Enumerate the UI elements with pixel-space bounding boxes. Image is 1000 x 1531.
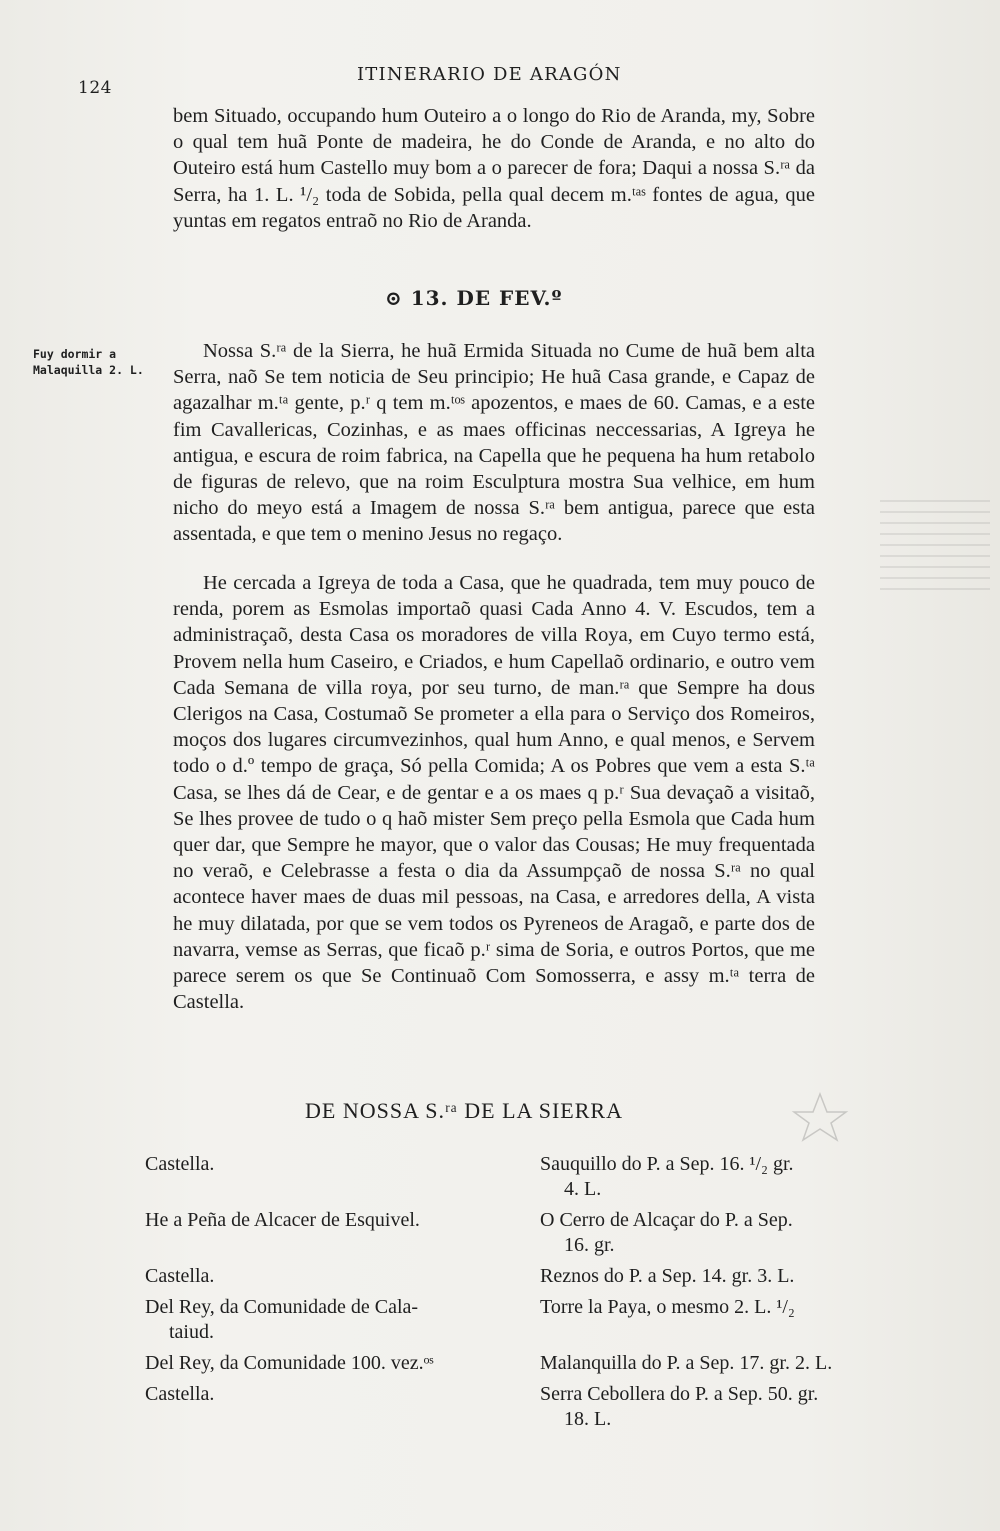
margin-note: Fuy dormir a Malaquilla 2. L. xyxy=(33,347,144,377)
table-cell-left xyxy=(145,1295,490,1345)
table-cell-left xyxy=(145,1264,490,1289)
places-table xyxy=(145,1152,885,1438)
cell-text: Sauquillo do P. a Sep. 16. ¹/₂ gr. xyxy=(540,1153,794,1175)
bleed-star-icon xyxy=(790,1092,850,1142)
paragraph-1-text: bem Situado, occupando hum Outeiro a o longo do Rio de Aranda, my, Sobre o qual tem huã Ponte de madeira, he do Conde de Aranda, e no alto do Outeiro está hum Castello muy bom a o parecer de fora; Daqui a nossa S.ʳᵃ da Serra, ha 1. L. ¹/₂ toda de Sobida, pella qual decem m.ᵗᵃˢ fontes de agua, que yuntas em regatos entraõ no Rio de Aranda. xyxy=(173,105,815,232)
table-row xyxy=(145,1208,885,1258)
cell-text: Del Rey, da Comunidade 100. vez.ᵒˢ xyxy=(145,1352,434,1374)
paragraph-3-text: He cercada a Igreya de toda a Casa, que he quadrada, tem muy pouco de renda, porem as Esmolas importaõ quasi Cada Anno 4. V. Escudos, tem a administraçaõ, desta Casa os moradores de villa Roya, em Cuyo termo está, Provem nella hum Caseiro, e Criados, e hum Capellaõ ordinario, e outro vem Cada Semana de villa roya, por seu turno, de man.ʳᵃ que Sempre ha dous Clerigos na Casa, Costumaõ Se prometer a ella para o Serviço dos Romeiros, moços dos lugares circumvezinhos, qual hum Anno, e qual menos, e Servem todo o d.º tempo de graça, Só pella Comida; A os Pobres que vem a esta S.ᵗᵃ Casa, se lhes dá de Cear, e de gentar e a os maes q p.ʳ Sua devaçaõ a visitaõ, Se lhes provee de tudo o q haõ mister Sem preço pella Esmola que Cada hum quer dar, que Sempre he mayor, que o valor das Cousas; He muy frequentada no veraõ, e Celebrasse a festa o dia da Assumpçaõ de nossa S.ʳᵃ no qual acontece haver maes de duas mil pessoas, na Casa, e arredores della, A vista he muy dilatada, por que se vem todos os Pyreneos de Aragaõ, e parte dos de navarra, vemse as Serras, que ficaõ p.ʳ sima de Soria, e outros Portos, que me parece serem os que Se Continuaõ Com Somosserra, e assy m.ᵗᵃ terra de Castella. xyxy=(173,572,815,1014)
table-row xyxy=(145,1264,885,1289)
paragraph-2 xyxy=(173,338,815,548)
running-head: ITINERARIO DE ARAGÓN xyxy=(357,64,622,85)
table-cell-left xyxy=(145,1208,490,1258)
table-cell-right xyxy=(540,1382,885,1432)
paragraph-1 xyxy=(173,103,815,234)
table-row xyxy=(145,1295,885,1345)
table-row xyxy=(145,1351,885,1376)
table-cell-left xyxy=(145,1382,490,1432)
page-number: 124 xyxy=(78,78,112,98)
table-cell-left xyxy=(145,1351,490,1376)
date-heading: ⊙ 13. DE FEV.º xyxy=(385,286,563,310)
table-cell-right xyxy=(540,1264,885,1289)
cell-text: O Cerro de Alcaçar do P. a Sep. xyxy=(540,1209,793,1231)
table-cell-right xyxy=(540,1351,885,1376)
cell-text-continued: 16. gr. xyxy=(564,1234,615,1256)
cell-text: Del Rey, da Comunidade de Cala- xyxy=(145,1296,419,1318)
cell-text: Serra Cebollera do P. a Sep. 50. gr. xyxy=(540,1383,819,1405)
cell-text: Castella. xyxy=(145,1265,215,1287)
table-cell-right xyxy=(540,1152,885,1202)
paragraph-2-text: Nossa S.ʳᵃ de la Sierra, he huã Ermida Situada no Cume de huã bem alta Serra, naõ Se tem noticia de Seu principio; He huã Casa grande, e Capaz de agazalhar m.ᵗᵃ gente, p.ʳ q tem m.ᵗᵒˢ apozentos, e maes de 60. Camas, e a este fim Cavallericas, Cozinhas, e as maes officinas neccessarias, A Igreya he antigua, e escura de roim fabrica, na Capella que he pequena ha hum retabolo de figuras de relevo, que na roim Esculptura mostra Sua velhice, em hum nicho do meyo está a Imagem de nossa S.ʳᵃ bem antigua, parece que esta assentada, e que tem o menino Jesus no regaço. xyxy=(173,340,815,546)
cell-text: Reznos do P. a Sep. 14. gr. 3. L. xyxy=(540,1265,795,1287)
paragraph-3 xyxy=(173,570,815,1015)
cell-text-continued: taiud. xyxy=(169,1321,214,1343)
cell-text-continued: 18. L. xyxy=(564,1408,612,1430)
cell-text: Malanquilla do P. a Sep. 17. gr. 2. L. xyxy=(540,1352,833,1374)
cell-text-continued: 4. L. xyxy=(564,1178,602,1200)
table-cell-right xyxy=(540,1208,885,1258)
table-cell-right xyxy=(540,1295,885,1345)
cell-text: He a Peña de Alcacer de Esquivel. xyxy=(145,1209,420,1231)
bleed-through-text xyxy=(880,500,990,590)
table-row xyxy=(145,1152,885,1202)
section-title: DE NOSSA S.ʳᵃ DE LA SIERRA xyxy=(305,1098,623,1123)
cell-text: Castella. xyxy=(145,1383,215,1405)
table-row xyxy=(145,1382,885,1432)
table-cell-left xyxy=(145,1152,490,1202)
cell-text: Castella. xyxy=(145,1153,215,1175)
cell-text: Torre la Paya, o mesmo 2. L. ¹/₂ xyxy=(540,1296,795,1318)
